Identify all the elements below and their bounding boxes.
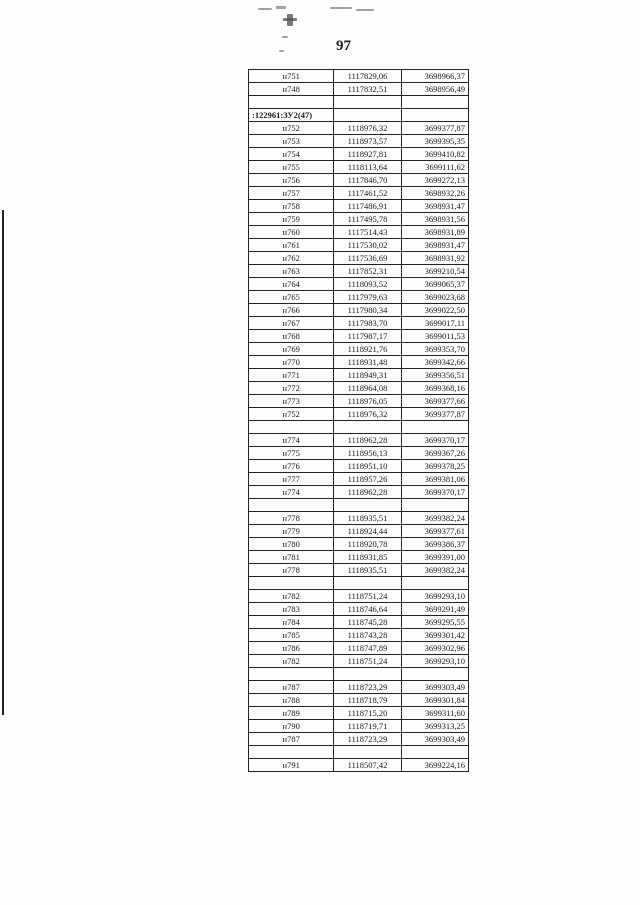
table-row bbox=[249, 434, 469, 447]
y-coordinate-cell: 3698931,92 bbox=[401, 252, 468, 265]
table-row bbox=[249, 746, 469, 759]
point-id-cell: н790 bbox=[249, 720, 334, 733]
x-coordinate-cell: 1118715,20 bbox=[334, 707, 401, 720]
x-coordinate-cell: 1118093,52 bbox=[334, 278, 401, 291]
table-row bbox=[249, 278, 469, 291]
point-id-cell: н754 bbox=[249, 148, 334, 161]
table-row bbox=[249, 551, 469, 564]
table-row bbox=[249, 252, 469, 265]
table-row bbox=[249, 447, 469, 460]
table-row bbox=[249, 239, 469, 252]
y-coordinate-cell bbox=[401, 746, 468, 759]
y-coordinate-cell: 3699370,17 bbox=[401, 486, 468, 499]
x-coordinate-cell: 1118973,57 bbox=[334, 135, 401, 148]
point-id-cell: :122961:ЗУ2(47) bbox=[249, 109, 334, 122]
x-coordinate-cell: 1118931,48 bbox=[334, 356, 401, 369]
point-id-cell: н771 bbox=[249, 369, 334, 382]
table-row bbox=[249, 720, 469, 733]
x-coordinate-cell: 1118743,28 bbox=[334, 629, 401, 642]
point-id-cell: н785 bbox=[249, 629, 334, 642]
x-coordinate-cell bbox=[334, 421, 401, 434]
y-coordinate-cell bbox=[401, 668, 468, 681]
x-coordinate-cell: 1117536,69 bbox=[334, 252, 401, 265]
table-row bbox=[249, 577, 469, 590]
x-coordinate-cell: 1117983,70 bbox=[334, 317, 401, 330]
point-id-cell: н784 bbox=[249, 616, 334, 629]
y-coordinate-cell: 3699386,37 bbox=[401, 538, 468, 551]
table-row bbox=[249, 265, 469, 278]
point-id-cell bbox=[249, 746, 334, 759]
table-row bbox=[249, 590, 469, 603]
point-id-cell: н783 bbox=[249, 603, 334, 616]
point-id-cell: н752 bbox=[249, 122, 334, 135]
table-row bbox=[249, 135, 469, 148]
table-row bbox=[249, 369, 469, 382]
y-coordinate-cell: 3699410,82 bbox=[401, 148, 468, 161]
y-coordinate-cell: 3699382,24 bbox=[401, 564, 468, 577]
point-id-cell: н759 bbox=[249, 213, 334, 226]
x-coordinate-cell: 1118747,89 bbox=[334, 642, 401, 655]
table-row bbox=[249, 707, 469, 720]
y-coordinate-cell: 3699378,25 bbox=[401, 460, 468, 473]
point-id-cell: н770 bbox=[249, 356, 334, 369]
y-coordinate-cell: 3699377,87 bbox=[401, 408, 468, 421]
table-row bbox=[249, 603, 469, 616]
y-coordinate-cell: 3698932,26 bbox=[401, 187, 468, 200]
x-coordinate-cell: 1118949,31 bbox=[334, 369, 401, 382]
table-row bbox=[249, 226, 469, 239]
table-row bbox=[249, 655, 469, 668]
table-row bbox=[249, 759, 469, 772]
y-coordinate-cell: 3699111,62 bbox=[401, 161, 468, 174]
y-coordinate-cell: 3699391,00 bbox=[401, 551, 468, 564]
y-coordinate-cell: 3699023,68 bbox=[401, 291, 468, 304]
y-coordinate-cell: 3699303,49 bbox=[401, 681, 468, 694]
x-coordinate-cell: 1117852,31 bbox=[334, 265, 401, 278]
y-coordinate-cell: 3699022,50 bbox=[401, 304, 468, 317]
table-row bbox=[249, 538, 469, 551]
table-row bbox=[249, 291, 469, 304]
table-row bbox=[249, 616, 469, 629]
point-id-cell bbox=[249, 421, 334, 434]
table-row bbox=[249, 161, 469, 174]
y-coordinate-cell: 3699301,84 bbox=[401, 694, 468, 707]
y-coordinate-cell bbox=[401, 109, 468, 122]
table-row bbox=[249, 694, 469, 707]
y-coordinate-cell: 3698931,89 bbox=[401, 226, 468, 239]
point-id-cell bbox=[249, 96, 334, 109]
y-coordinate-cell: 3699011,53 bbox=[401, 330, 468, 343]
y-coordinate-cell: 3699377,66 bbox=[401, 395, 468, 408]
point-id-cell: н753 bbox=[249, 135, 334, 148]
table-row bbox=[249, 499, 469, 512]
y-coordinate-cell: 3699368,16 bbox=[401, 382, 468, 395]
point-id-cell: н779 bbox=[249, 525, 334, 538]
x-coordinate-cell: 1118962,28 bbox=[334, 486, 401, 499]
y-coordinate-cell bbox=[401, 499, 468, 512]
point-id-cell: н752 bbox=[249, 408, 334, 421]
point-id-cell: н748 bbox=[249, 83, 334, 96]
point-id-cell: н786 bbox=[249, 642, 334, 655]
x-coordinate-cell: 1117846,70 bbox=[334, 174, 401, 187]
point-id-cell: н782 bbox=[249, 590, 334, 603]
y-coordinate-cell bbox=[401, 96, 468, 109]
x-coordinate-cell: 1117829,06 bbox=[334, 70, 401, 83]
point-id-cell: н761 bbox=[249, 239, 334, 252]
point-id-cell: н787 bbox=[249, 681, 334, 694]
point-id-cell: н767 bbox=[249, 317, 334, 330]
table-row bbox=[249, 83, 469, 96]
point-id-cell: н777 bbox=[249, 473, 334, 486]
y-coordinate-cell: 3698931,56 bbox=[401, 213, 468, 226]
margin-line bbox=[2, 210, 4, 715]
point-id-cell: н756 bbox=[249, 174, 334, 187]
table-row bbox=[249, 473, 469, 486]
y-coordinate-cell: 3699272,13 bbox=[401, 174, 468, 187]
x-coordinate-cell: 1118957,26 bbox=[334, 473, 401, 486]
y-coordinate-cell: 3699356,51 bbox=[401, 369, 468, 382]
x-coordinate-cell: 1118956,13 bbox=[334, 447, 401, 460]
x-coordinate-cell: 1117832,51 bbox=[334, 83, 401, 96]
y-coordinate-cell: 3699367,26 bbox=[401, 447, 468, 460]
x-coordinate-cell: 1118745,28 bbox=[334, 616, 401, 629]
table-row bbox=[249, 525, 469, 538]
point-id-cell: н772 bbox=[249, 382, 334, 395]
x-coordinate-cell: 1118951,10 bbox=[334, 460, 401, 473]
table-row bbox=[249, 317, 469, 330]
point-id-cell: н780 bbox=[249, 538, 334, 551]
coordinates-table bbox=[248, 69, 469, 772]
x-coordinate-cell: 1118718,79 bbox=[334, 694, 401, 707]
x-coordinate-cell: 1118723,29 bbox=[334, 681, 401, 694]
coordinates-table-body bbox=[249, 70, 469, 772]
y-coordinate-cell: 3699293,10 bbox=[401, 590, 468, 603]
table-row bbox=[249, 486, 469, 499]
point-id-cell: н769 bbox=[249, 343, 334, 356]
table-row bbox=[249, 109, 469, 122]
x-coordinate-cell: 1118976,32 bbox=[334, 122, 401, 135]
y-coordinate-cell: 3699291,49 bbox=[401, 603, 468, 616]
y-coordinate-cell: 3698966,37 bbox=[401, 70, 468, 83]
x-coordinate-cell: 1117530,02 bbox=[334, 239, 401, 252]
x-coordinate-cell: 1117980,34 bbox=[334, 304, 401, 317]
x-coordinate-cell: 1118751,24 bbox=[334, 655, 401, 668]
point-id-cell: н768 bbox=[249, 330, 334, 343]
x-coordinate-cell: 1117461,52 bbox=[334, 187, 401, 200]
y-coordinate-cell: 3699342,66 bbox=[401, 356, 468, 369]
point-id-cell: н775 bbox=[249, 447, 334, 460]
point-id-cell: н758 bbox=[249, 200, 334, 213]
table-row bbox=[249, 512, 469, 525]
y-coordinate-cell: 3699210,54 bbox=[401, 265, 468, 278]
x-coordinate-cell: 1117514,43 bbox=[334, 226, 401, 239]
x-coordinate-cell: 1118935,51 bbox=[334, 512, 401, 525]
x-coordinate-cell: 1118746,64 bbox=[334, 603, 401, 616]
y-coordinate-cell: 3699017,11 bbox=[401, 317, 468, 330]
table-row bbox=[249, 213, 469, 226]
y-coordinate-cell: 3699065,37 bbox=[401, 278, 468, 291]
table-row bbox=[249, 122, 469, 135]
x-coordinate-cell: 1118935,51 bbox=[334, 564, 401, 577]
table-row bbox=[249, 668, 469, 681]
table-row bbox=[249, 408, 469, 421]
y-coordinate-cell: 3699302,96 bbox=[401, 642, 468, 655]
y-coordinate-cell: 3699382,24 bbox=[401, 512, 468, 525]
point-id-cell: н757 bbox=[249, 187, 334, 200]
x-coordinate-cell bbox=[334, 109, 401, 122]
x-coordinate-cell: 1118723,29 bbox=[334, 733, 401, 746]
point-id-cell: н760 bbox=[249, 226, 334, 239]
x-coordinate-cell: 1117495,78 bbox=[334, 213, 401, 226]
table-row bbox=[249, 460, 469, 473]
point-id-cell: н788 bbox=[249, 694, 334, 707]
y-coordinate-cell: 3699377,61 bbox=[401, 525, 468, 538]
table-row bbox=[249, 421, 469, 434]
table-row bbox=[249, 564, 469, 577]
x-coordinate-cell: 1118921,76 bbox=[334, 343, 401, 356]
point-id-cell bbox=[249, 668, 334, 681]
x-coordinate-cell: 1118751,24 bbox=[334, 590, 401, 603]
table-row bbox=[249, 629, 469, 642]
x-coordinate-cell: 1118719,71 bbox=[334, 720, 401, 733]
y-coordinate-cell bbox=[401, 577, 468, 590]
y-coordinate-cell: 3698956,49 bbox=[401, 83, 468, 96]
x-coordinate-cell: 1117979,63 bbox=[334, 291, 401, 304]
x-coordinate-cell bbox=[334, 746, 401, 759]
x-coordinate-cell: 1118976,05 bbox=[334, 395, 401, 408]
y-coordinate-cell: 3699295,55 bbox=[401, 616, 468, 629]
point-id-cell bbox=[249, 577, 334, 590]
table-row bbox=[249, 733, 469, 746]
y-coordinate-cell bbox=[401, 421, 468, 434]
y-coordinate-cell: 3698931,47 bbox=[401, 239, 468, 252]
table-row bbox=[249, 70, 469, 83]
y-coordinate-cell: 3699311,60 bbox=[401, 707, 468, 720]
y-coordinate-cell: 3698931,47 bbox=[401, 200, 468, 213]
x-coordinate-cell bbox=[334, 96, 401, 109]
table-row bbox=[249, 200, 469, 213]
table-row bbox=[249, 356, 469, 369]
y-coordinate-cell: 3699377,87 bbox=[401, 122, 468, 135]
point-id-cell: н781 bbox=[249, 551, 334, 564]
table-row bbox=[249, 681, 469, 694]
table-row bbox=[249, 395, 469, 408]
point-id-cell: н773 bbox=[249, 395, 334, 408]
point-id-cell: н778 bbox=[249, 564, 334, 577]
table-row bbox=[249, 343, 469, 356]
point-id-cell: н789 bbox=[249, 707, 334, 720]
x-coordinate-cell: 1118920,78 bbox=[334, 538, 401, 551]
page-number: 97 bbox=[336, 38, 351, 54]
table-row bbox=[249, 187, 469, 200]
x-coordinate-cell: 1118927,81 bbox=[334, 148, 401, 161]
table-row bbox=[249, 148, 469, 161]
x-coordinate-cell: 1118976,32 bbox=[334, 408, 401, 421]
y-coordinate-cell: 3699224,16 bbox=[401, 759, 468, 772]
x-coordinate-cell: 1117486,91 bbox=[334, 200, 401, 213]
y-coordinate-cell: 3699293,10 bbox=[401, 655, 468, 668]
x-coordinate-cell: 1118962,28 bbox=[334, 434, 401, 447]
x-coordinate-cell bbox=[334, 499, 401, 512]
table-row bbox=[249, 304, 469, 317]
point-id-cell: н778 bbox=[249, 512, 334, 525]
table-row bbox=[249, 330, 469, 343]
point-id-cell: н755 bbox=[249, 161, 334, 174]
table-row bbox=[249, 174, 469, 187]
x-coordinate-cell bbox=[334, 668, 401, 681]
table-row bbox=[249, 642, 469, 655]
y-coordinate-cell: 3699370,17 bbox=[401, 434, 468, 447]
point-id-cell: н791 bbox=[249, 759, 334, 772]
table-row bbox=[249, 96, 469, 109]
point-id-cell: н774 bbox=[249, 486, 334, 499]
x-coordinate-cell: 1118507,42 bbox=[334, 759, 401, 772]
point-id-cell: н774 bbox=[249, 434, 334, 447]
x-coordinate-cell: 1118924,44 bbox=[334, 525, 401, 538]
y-coordinate-cell: 3699303,49 bbox=[401, 733, 468, 746]
point-id-cell: н787 bbox=[249, 733, 334, 746]
y-coordinate-cell: 3699353,70 bbox=[401, 343, 468, 356]
point-id-cell bbox=[249, 499, 334, 512]
point-id-cell: н763 bbox=[249, 265, 334, 278]
point-id-cell: н764 bbox=[249, 278, 334, 291]
y-coordinate-cell: 3699313,25 bbox=[401, 720, 468, 733]
point-id-cell: н782 bbox=[249, 655, 334, 668]
x-coordinate-cell bbox=[334, 577, 401, 590]
y-coordinate-cell: 3699381,06 bbox=[401, 473, 468, 486]
y-coordinate-cell: 3699301,42 bbox=[401, 629, 468, 642]
table-row bbox=[249, 382, 469, 395]
point-id-cell: н765 bbox=[249, 291, 334, 304]
point-id-cell: н751 bbox=[249, 70, 334, 83]
y-coordinate-cell: 3699395,35 bbox=[401, 135, 468, 148]
x-coordinate-cell: 1118964,08 bbox=[334, 382, 401, 395]
point-id-cell: н762 bbox=[249, 252, 334, 265]
x-coordinate-cell: 1117987,17 bbox=[334, 330, 401, 343]
point-id-cell: н776 bbox=[249, 460, 334, 473]
x-coordinate-cell: 1118113,64 bbox=[334, 161, 401, 174]
point-id-cell: н766 bbox=[249, 304, 334, 317]
x-coordinate-cell: 1118931,85 bbox=[334, 551, 401, 564]
